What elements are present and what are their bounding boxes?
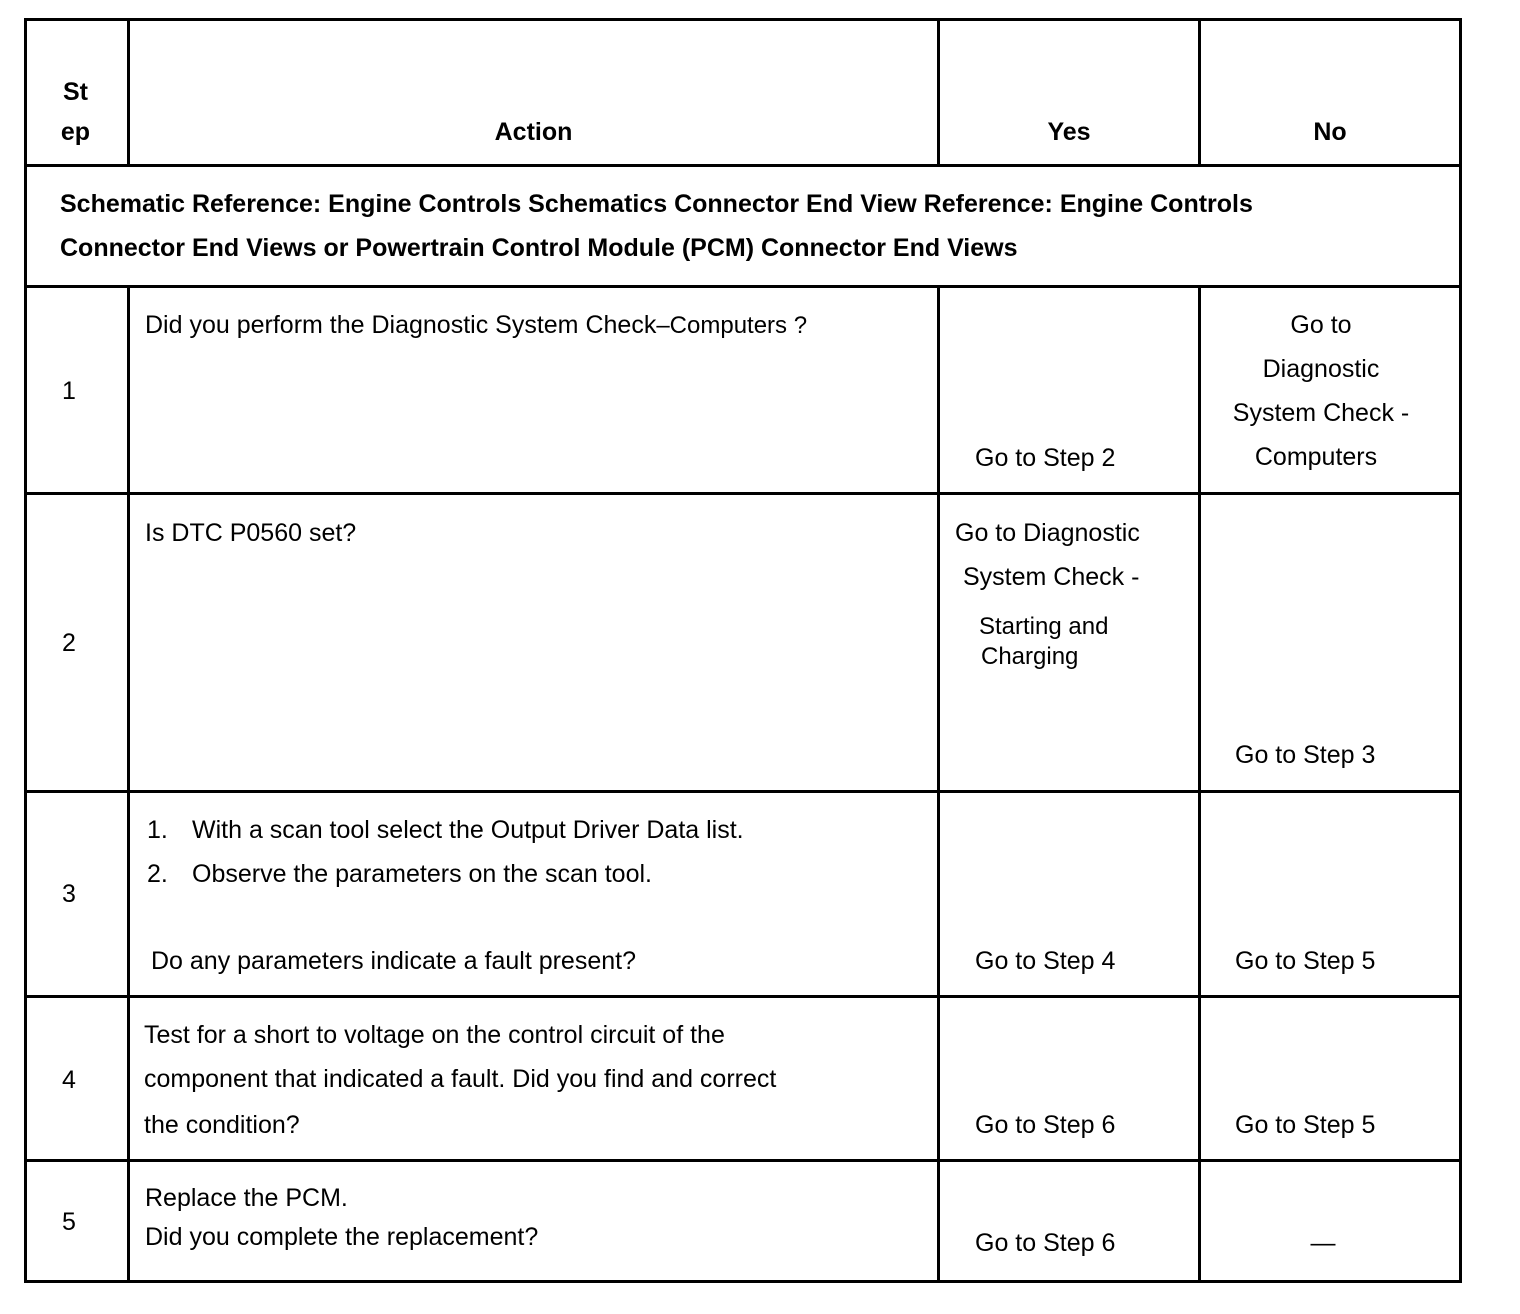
- no-result-line: Diagnostic: [1262, 355, 1380, 383]
- yes-result-line: Go to Diagnostic: [955, 519, 1140, 547]
- yes-result: Go to Step 6: [975, 1111, 1116, 1139]
- header-yes: Yes: [1047, 118, 1091, 146]
- reference-line-2: Connector End Views or Powertrain Control Module (PCM) Connector End Views: [60, 234, 1018, 262]
- yes-result: Go to Step 2: [975, 444, 1116, 472]
- table-border-bottom: [24, 1280, 1462, 1283]
- yes-result-small-line: Charging: [981, 643, 1079, 670]
- step-number: 1: [62, 377, 76, 405]
- header-divider: [24, 164, 1462, 167]
- table-border-right: [1459, 18, 1462, 1283]
- header-action: Action: [494, 118, 573, 146]
- action-text-line: component that indicated a fault. Did you find and correct: [144, 1065, 777, 1093]
- action-text-line: Did you complete the replacement?: [145, 1223, 539, 1251]
- yes-result-line: System Check -: [963, 563, 1140, 591]
- no-result: Go to Step 3: [1235, 741, 1376, 769]
- reference-line-1: Schematic Reference: Engine Controls Schematics Connector End View Reference: Engine Controls: [60, 190, 1253, 218]
- action-text: Is DTC P0560 set?: [145, 519, 357, 547]
- no-result: Go to Step 5: [1235, 1111, 1376, 1139]
- row-4-divider: [24, 1159, 1462, 1162]
- list-item-number: 1.: [147, 816, 168, 844]
- action-text: Did you perform the Diagnostic System Check–Computers ?: [145, 311, 808, 339]
- header-step-line1: St: [63, 78, 88, 106]
- yes-result: Go to Step 4: [975, 947, 1116, 975]
- list-item-text: Observe the parameters on the scan tool.: [192, 860, 652, 888]
- no-result-line: Computers: [1254, 443, 1378, 471]
- no-result: —: [1310, 1229, 1336, 1257]
- row-3-divider: [24, 995, 1462, 998]
- action-column-divider-body: [937, 286, 940, 1282]
- action-text-line: the condition?: [144, 1111, 300, 1139]
- header-no: No: [1313, 118, 1347, 146]
- action-question: Do any parameters indicate a fault present?: [151, 947, 636, 975]
- row-1-divider: [24, 492, 1462, 495]
- no-result: Go to Step 5: [1235, 947, 1376, 975]
- yes-result-small-line: Starting and: [979, 613, 1109, 640]
- list-item-number: 2.: [147, 860, 168, 888]
- diagnostic-table: [24, 18, 1462, 1284]
- reference-divider: [24, 285, 1462, 288]
- step-column-divider-body: [127, 286, 130, 1282]
- action-text-line: Test for a short to voltage on the control circuit of the: [144, 1021, 725, 1049]
- row-2-divider: [24, 790, 1462, 793]
- header-step-line2: ep: [60, 118, 91, 146]
- step-number: 3: [62, 880, 76, 908]
- list-item-text: With a scan tool select the Output Driver Data list.: [192, 816, 744, 844]
- step-number: 2: [62, 629, 76, 657]
- yes-result: Go to Step 6: [975, 1229, 1116, 1257]
- step-number: 5: [62, 1208, 76, 1236]
- table-border-top: [24, 18, 1462, 21]
- no-result-line: Go to: [1290, 311, 1352, 339]
- action-text-line: Replace the PCM.: [145, 1184, 348, 1212]
- no-result-line: System Check -: [1232, 399, 1410, 427]
- step-number: 4: [62, 1066, 76, 1094]
